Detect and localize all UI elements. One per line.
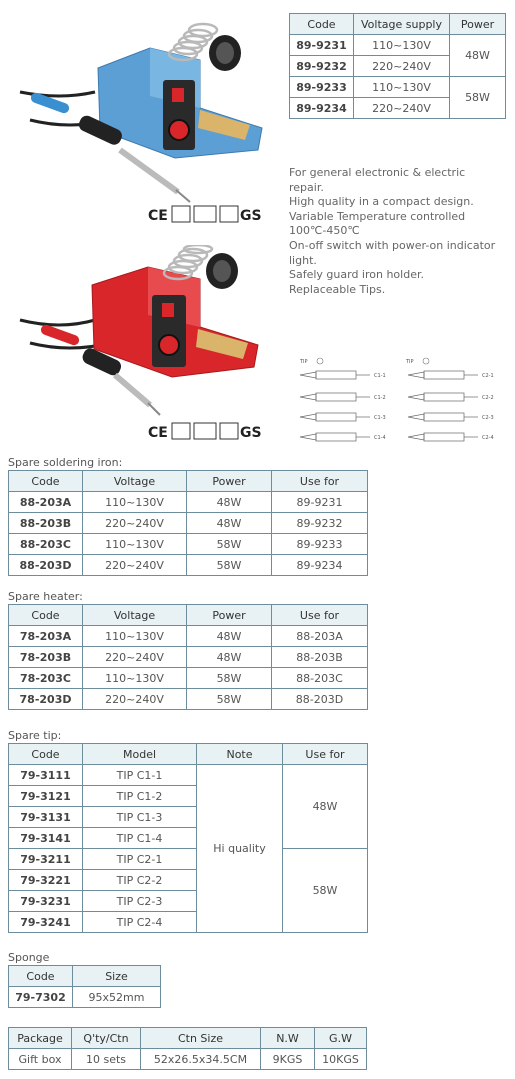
use-for-cell: 48W bbox=[283, 765, 368, 849]
voltage-cell: 110~130V bbox=[83, 492, 187, 513]
code-cell: 79-3211 bbox=[9, 849, 83, 870]
header-code: Code bbox=[9, 966, 73, 987]
code-cell: 89-9233 bbox=[290, 77, 354, 98]
header-power: Power bbox=[187, 605, 272, 626]
note-cell: Hi quality bbox=[197, 765, 283, 933]
code-cell: 79-3121 bbox=[9, 786, 83, 807]
model-cell: TIP C2-3 bbox=[83, 891, 197, 912]
code-cell: 89-9232 bbox=[290, 56, 354, 77]
model-spec-table bbox=[289, 13, 506, 119]
tip-label: C2-4 bbox=[482, 435, 494, 441]
table-row bbox=[9, 492, 368, 513]
header-code: Code bbox=[9, 744, 83, 765]
table-row bbox=[9, 668, 368, 689]
description-line: 100℃-450℃ bbox=[289, 224, 360, 238]
use-for-cell: 88-203C bbox=[272, 668, 368, 689]
description-line: For general electronic & electric bbox=[289, 166, 466, 179]
header-voltage: Voltage bbox=[83, 605, 187, 626]
table-row bbox=[9, 626, 368, 647]
model-cell: TIP C2-2 bbox=[83, 870, 197, 891]
tip-label: C1-1 bbox=[374, 373, 386, 379]
voltage-cell: 110~130V bbox=[354, 77, 450, 98]
power-cell: 48W bbox=[187, 513, 272, 534]
code-cell: 79-3231 bbox=[9, 891, 83, 912]
tip-label: C1-2 bbox=[374, 395, 386, 401]
header-qty-ctn: Q'ty/Ctn bbox=[72, 1028, 141, 1049]
code-cell: 88-203D bbox=[9, 555, 83, 576]
size-cell: 95x52mm bbox=[73, 987, 161, 1008]
code-cell: 79-7302 bbox=[9, 987, 73, 1008]
svg-text:CE: CE bbox=[148, 208, 168, 224]
use-for-cell: 88-203D bbox=[272, 689, 368, 710]
product-image-blue bbox=[0, 20, 270, 225]
use-for-cell: 88-203A bbox=[272, 626, 368, 647]
code-cell: 79-3141 bbox=[9, 828, 83, 849]
code-cell: 79-3241 bbox=[9, 912, 83, 933]
power-cell: 48W bbox=[187, 626, 272, 647]
table-row bbox=[9, 689, 368, 710]
model-cell: TIP C1-1 bbox=[83, 765, 197, 786]
description-line: light. bbox=[289, 253, 317, 267]
description-line: Safely guard iron holder. bbox=[289, 268, 424, 282]
package-cell: Gift box bbox=[9, 1049, 72, 1070]
voltage-cell: 110~130V bbox=[83, 534, 187, 555]
code-cell: 89-9231 bbox=[290, 35, 354, 56]
tip-label: C2-2 bbox=[482, 395, 494, 401]
code-cell: 78-203B bbox=[9, 647, 83, 668]
header-ctn-size: Ctn Size bbox=[141, 1028, 261, 1049]
header-model: Model bbox=[83, 744, 197, 765]
code-cell: 79-3221 bbox=[9, 870, 83, 891]
tips-diagram bbox=[298, 355, 508, 447]
code-cell: 78-203C bbox=[9, 668, 83, 689]
code-cell: 88-203C bbox=[9, 534, 83, 555]
tip-label: C2-3 bbox=[482, 415, 494, 421]
svg-text:GS: GS bbox=[240, 208, 262, 224]
code-cell: 88-203A bbox=[9, 492, 83, 513]
tip-label: C2-1 bbox=[482, 373, 494, 379]
header-nw: N.W bbox=[261, 1028, 315, 1049]
power-cell: 58W bbox=[187, 534, 272, 555]
power-cell: 58W bbox=[450, 77, 506, 119]
voltage-cell: 110~130V bbox=[354, 35, 450, 56]
svg-text:CE: CE bbox=[148, 425, 168, 441]
gw-cell: 10KGS bbox=[315, 1049, 367, 1070]
model-cell: TIP C2-4 bbox=[83, 912, 197, 933]
code-cell: 78-203D bbox=[9, 689, 83, 710]
header-gw: G.W bbox=[315, 1028, 367, 1049]
header-code: Code bbox=[290, 14, 354, 35]
tip-label: C1-3 bbox=[374, 415, 386, 421]
voltage-cell: 110~130V bbox=[83, 668, 187, 689]
use-for-cell: 89-9232 bbox=[272, 513, 368, 534]
voltage-cell: 110~130V bbox=[83, 626, 187, 647]
power-cell: 58W bbox=[187, 555, 272, 576]
header-use-for: Use for bbox=[272, 471, 368, 492]
code-cell: 79-3111 bbox=[9, 765, 83, 786]
spare-heater-title: Spare heater: bbox=[8, 590, 83, 603]
table-row bbox=[9, 765, 368, 786]
description-line: Replaceable Tips. bbox=[289, 282, 386, 296]
header-package: Package bbox=[9, 1028, 72, 1049]
spare-tip-title: Spare tip: bbox=[8, 729, 62, 742]
header-use-for: Use for bbox=[272, 605, 368, 626]
description-line: High quality in a compact design. bbox=[289, 195, 474, 209]
header-power: Power bbox=[450, 14, 506, 35]
table-row bbox=[9, 647, 368, 668]
model-cell: TIP C1-3 bbox=[83, 807, 197, 828]
voltage-cell: 220~240V bbox=[83, 689, 187, 710]
voltage-cell: 220~240V bbox=[83, 555, 187, 576]
header-voltage: Voltage bbox=[83, 471, 187, 492]
table-row bbox=[9, 849, 368, 870]
model-cell: TIP C1-2 bbox=[83, 786, 197, 807]
header-use-for: Use for bbox=[283, 744, 368, 765]
product-description bbox=[289, 166, 511, 297]
nw-cell: 9KGS bbox=[261, 1049, 315, 1070]
voltage-cell: 220~240V bbox=[354, 98, 450, 119]
voltage-cell: 220~240V bbox=[354, 56, 450, 77]
table-row bbox=[9, 987, 161, 1008]
table-row bbox=[9, 513, 368, 534]
power-cell: 48W bbox=[187, 492, 272, 513]
power-cell: 48W bbox=[450, 35, 506, 77]
spare-heater-table bbox=[8, 604, 368, 710]
power-cell: 48W bbox=[187, 647, 272, 668]
table-row bbox=[290, 35, 506, 56]
voltage-cell: 220~240V bbox=[83, 647, 187, 668]
table-row bbox=[9, 555, 368, 576]
header-note: Note bbox=[197, 744, 283, 765]
svg-text:GS: GS bbox=[240, 425, 262, 441]
model-cell: TIP C1-4 bbox=[83, 828, 197, 849]
code-cell: 78-203A bbox=[9, 626, 83, 647]
description-line: Variable Temperature controlled bbox=[289, 209, 466, 223]
power-cell: 58W bbox=[187, 668, 272, 689]
sponge-table bbox=[8, 965, 161, 1008]
description-line: repair. bbox=[289, 180, 324, 194]
qty-cell: 10 sets bbox=[72, 1049, 141, 1070]
ctn-size-cell: 52x26.5x34.5CM bbox=[141, 1049, 261, 1070]
header-code: Code bbox=[9, 471, 83, 492]
spare-iron-title: Spare soldering iron: bbox=[8, 456, 123, 469]
use-for-cell: 89-9231 bbox=[272, 492, 368, 513]
sponge-title: Sponge bbox=[8, 951, 50, 964]
spare-iron-table bbox=[8, 470, 368, 576]
code-cell: 79-3131 bbox=[9, 807, 83, 828]
use-for-cell: 58W bbox=[283, 849, 368, 933]
tip-group-1-title: TIP bbox=[300, 359, 308, 365]
product-image-red bbox=[0, 245, 270, 445]
table-row bbox=[290, 77, 506, 98]
table-row bbox=[9, 534, 368, 555]
use-for-cell: 88-203B bbox=[272, 647, 368, 668]
header-voltage: Voltage supply bbox=[354, 14, 450, 35]
description-line: On-off switch with power-on indicator bbox=[289, 238, 496, 252]
package-table bbox=[8, 1027, 367, 1070]
header-size: Size bbox=[73, 966, 161, 987]
voltage-cell: 220~240V bbox=[83, 513, 187, 534]
code-cell: 89-9234 bbox=[290, 98, 354, 119]
power-cell: 58W bbox=[187, 689, 272, 710]
use-for-cell: 89-9234 bbox=[272, 555, 368, 576]
spare-tip-table bbox=[8, 743, 368, 933]
code-cell: 88-203B bbox=[9, 513, 83, 534]
tip-label: C1-4 bbox=[374, 435, 386, 441]
use-for-cell: 89-9233 bbox=[272, 534, 368, 555]
header-code: Code bbox=[9, 605, 83, 626]
header-power: Power bbox=[187, 471, 272, 492]
model-cell: TIP C2-1 bbox=[83, 849, 197, 870]
table-row bbox=[9, 1049, 367, 1070]
tip-group-2-title: TIP bbox=[406, 359, 414, 365]
